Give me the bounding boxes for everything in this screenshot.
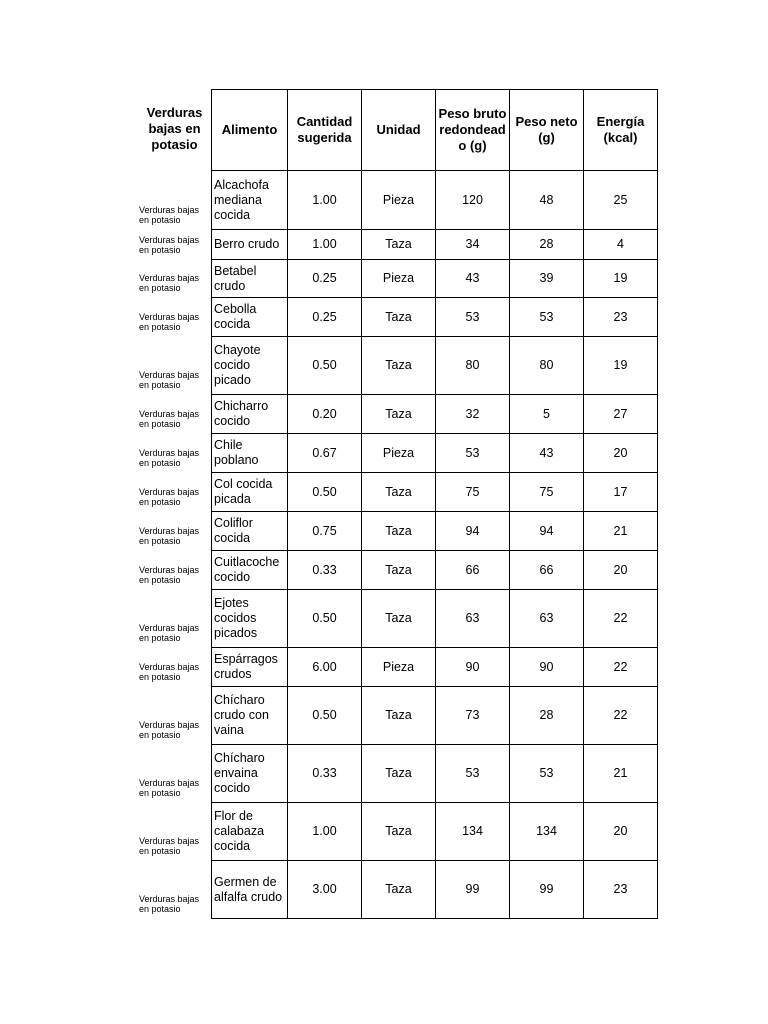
table-row [212,861,658,919]
table-row [212,745,658,803]
net-weight-cell: 48 [510,171,584,230]
unit-cell: Taza [362,298,436,337]
quantity-cell: 0.75 [288,512,362,551]
row-category-label: Verduras bajas en potasio [139,312,200,332]
row-category-label: Verduras bajas en potasio [139,720,200,740]
gross-weight-cell: 99 [436,861,510,919]
unit-cell: Pieza [362,171,436,230]
food-name-cell: Betabel crudo [212,260,288,298]
net-weight-cell: 75 [510,473,584,512]
food-name-cell: Flor de calabaza cocida [212,803,288,861]
net-weight-cell: 5 [510,395,584,434]
net-weight-cell: 80 [510,337,584,395]
unit-cell: Taza [362,803,436,861]
food-name-cell: Cuitlacoche cocido [212,551,288,590]
quantity-cell: 0.33 [288,745,362,803]
column-header-peso-bruto: Peso bruto redondeado (g) [436,90,510,171]
row-category-label: Verduras bajas en potasio [139,409,200,429]
row-category-label: Verduras bajas en potasio [139,448,200,468]
row-category-label: Verduras bajas en potasio [139,205,200,225]
energy-cell: 22 [584,648,658,687]
category-header: Verduras bajas en potasio [146,105,203,152]
unit-cell: Taza [362,337,436,395]
energy-cell: 23 [584,298,658,337]
table-row [212,551,658,590]
energy-cell: 27 [584,395,658,434]
row-category-label: Verduras bajas en potasio [139,894,200,914]
net-weight-cell: 43 [510,434,584,473]
energy-cell: 25 [584,171,658,230]
quantity-cell: 1.00 [288,230,362,260]
row-category-label: Verduras bajas en potasio [139,565,200,585]
quantity-cell: 0.50 [288,687,362,745]
quantity-cell: 0.25 [288,298,362,337]
energy-cell: 20 [584,551,658,590]
column-header-alimento: Alimento [212,90,288,171]
gross-weight-cell: 90 [436,648,510,687]
gross-weight-cell: 120 [436,171,510,230]
row-category-label: Verduras bajas en potasio [139,526,200,546]
row-category-label: Verduras bajas en potasio [139,235,200,255]
quantity-cell: 0.67 [288,434,362,473]
food-name-cell: Alcachofa mediana cocida [212,171,288,230]
energy-cell: 19 [584,260,658,298]
unit-cell: Pieza [362,260,436,298]
row-category-label: Verduras bajas en potasio [139,487,200,507]
table-row [212,473,658,512]
gross-weight-cell: 73 [436,687,510,745]
food-name-cell: Ejotes cocidos picados [212,590,288,648]
energy-cell: 20 [584,434,658,473]
column-header-energia: Energía (kcal) [584,90,658,171]
unit-cell: Taza [362,230,436,260]
quantity-cell: 0.50 [288,337,362,395]
quantity-cell: 1.00 [288,803,362,861]
net-weight-cell: 39 [510,260,584,298]
table-row [212,171,658,230]
food-name-cell: Chícharo crudo con vaina [212,687,288,745]
table-row [212,434,658,473]
net-weight-cell: 28 [510,230,584,260]
quantity-cell: 1.00 [288,171,362,230]
gross-weight-cell: 53 [436,298,510,337]
unit-cell: Taza [362,395,436,434]
table-row [212,590,658,648]
gross-weight-cell: 43 [436,260,510,298]
food-name-cell: Chayote cocido picado [212,337,288,395]
energy-cell: 22 [584,590,658,648]
food-name-cell: Coliflor cocida [212,512,288,551]
net-weight-cell: 53 [510,745,584,803]
table-row [212,298,658,337]
food-name-cell: Chícharo envaina cocido [212,745,288,803]
net-weight-cell: 66 [510,551,584,590]
quantity-cell: 0.20 [288,395,362,434]
energy-cell: 21 [584,745,658,803]
unit-cell: Pieza [362,434,436,473]
column-header-peso-neto: Peso neto (g) [510,90,584,171]
food-name-cell: Col cocida picada [212,473,288,512]
gross-weight-cell: 34 [436,230,510,260]
row-category-label: Verduras bajas en potasio [139,370,200,390]
energy-cell: 17 [584,473,658,512]
unit-cell: Taza [362,512,436,551]
net-weight-cell: 99 [510,861,584,919]
food-name-cell: Cebolla cocida [212,298,288,337]
energy-cell: 19 [584,337,658,395]
energy-cell: 20 [584,803,658,861]
net-weight-cell: 90 [510,648,584,687]
row-category-label: Verduras bajas en potasio [139,778,200,798]
gross-weight-cell: 32 [436,395,510,434]
net-weight-cell: 28 [510,687,584,745]
table-row [212,260,658,298]
energy-cell: 22 [584,687,658,745]
quantity-cell: 0.50 [288,590,362,648]
unit-cell: Taza [362,473,436,512]
net-weight-cell: 53 [510,298,584,337]
unit-cell: Taza [362,861,436,919]
row-category-label: Verduras bajas en potasio [139,662,200,682]
quantity-cell: 0.25 [288,260,362,298]
unit-cell: Taza [362,590,436,648]
gross-weight-cell: 53 [436,745,510,803]
food-name-cell: Espárragos crudos [212,648,288,687]
unit-cell: Pieza [362,648,436,687]
energy-cell: 4 [584,230,658,260]
net-weight-cell: 94 [510,512,584,551]
table-row [212,395,658,434]
food-name-cell: Berro crudo [212,230,288,260]
unit-cell: Taza [362,687,436,745]
quantity-cell: 3.00 [288,861,362,919]
row-category-label: Verduras bajas en potasio [139,836,200,856]
table-row [212,230,658,260]
food-name-cell: Chicharro cocido [212,395,288,434]
table-row [212,687,658,745]
unit-cell: Taza [362,745,436,803]
energy-cell: 21 [584,512,658,551]
table-row [212,803,658,861]
table-row [212,337,658,395]
header-row [212,90,658,171]
food-name-cell: Germen de alfalfa crudo [212,861,288,919]
net-weight-cell: 134 [510,803,584,861]
gross-weight-cell: 53 [436,434,510,473]
table-row [212,512,658,551]
food-name-cell: Chile poblano [212,434,288,473]
food-table [211,89,658,919]
row-category-label: Verduras bajas en potasio [139,273,200,293]
quantity-cell: 0.33 [288,551,362,590]
quantity-cell: 6.00 [288,648,362,687]
column-header-unidad: Unidad [362,90,436,171]
quantity-cell: 0.50 [288,473,362,512]
net-weight-cell: 63 [510,590,584,648]
gross-weight-cell: 66 [436,551,510,590]
gross-weight-cell: 80 [436,337,510,395]
table-body [212,171,658,919]
row-category-label: Verduras bajas en potasio [139,623,200,643]
gross-weight-cell: 94 [436,512,510,551]
column-header-cantidad: Cantidad sugerida [288,90,362,171]
energy-cell: 23 [584,861,658,919]
gross-weight-cell: 134 [436,803,510,861]
unit-cell: Taza [362,551,436,590]
gross-weight-cell: 75 [436,473,510,512]
table-row [212,648,658,687]
gross-weight-cell: 63 [436,590,510,648]
